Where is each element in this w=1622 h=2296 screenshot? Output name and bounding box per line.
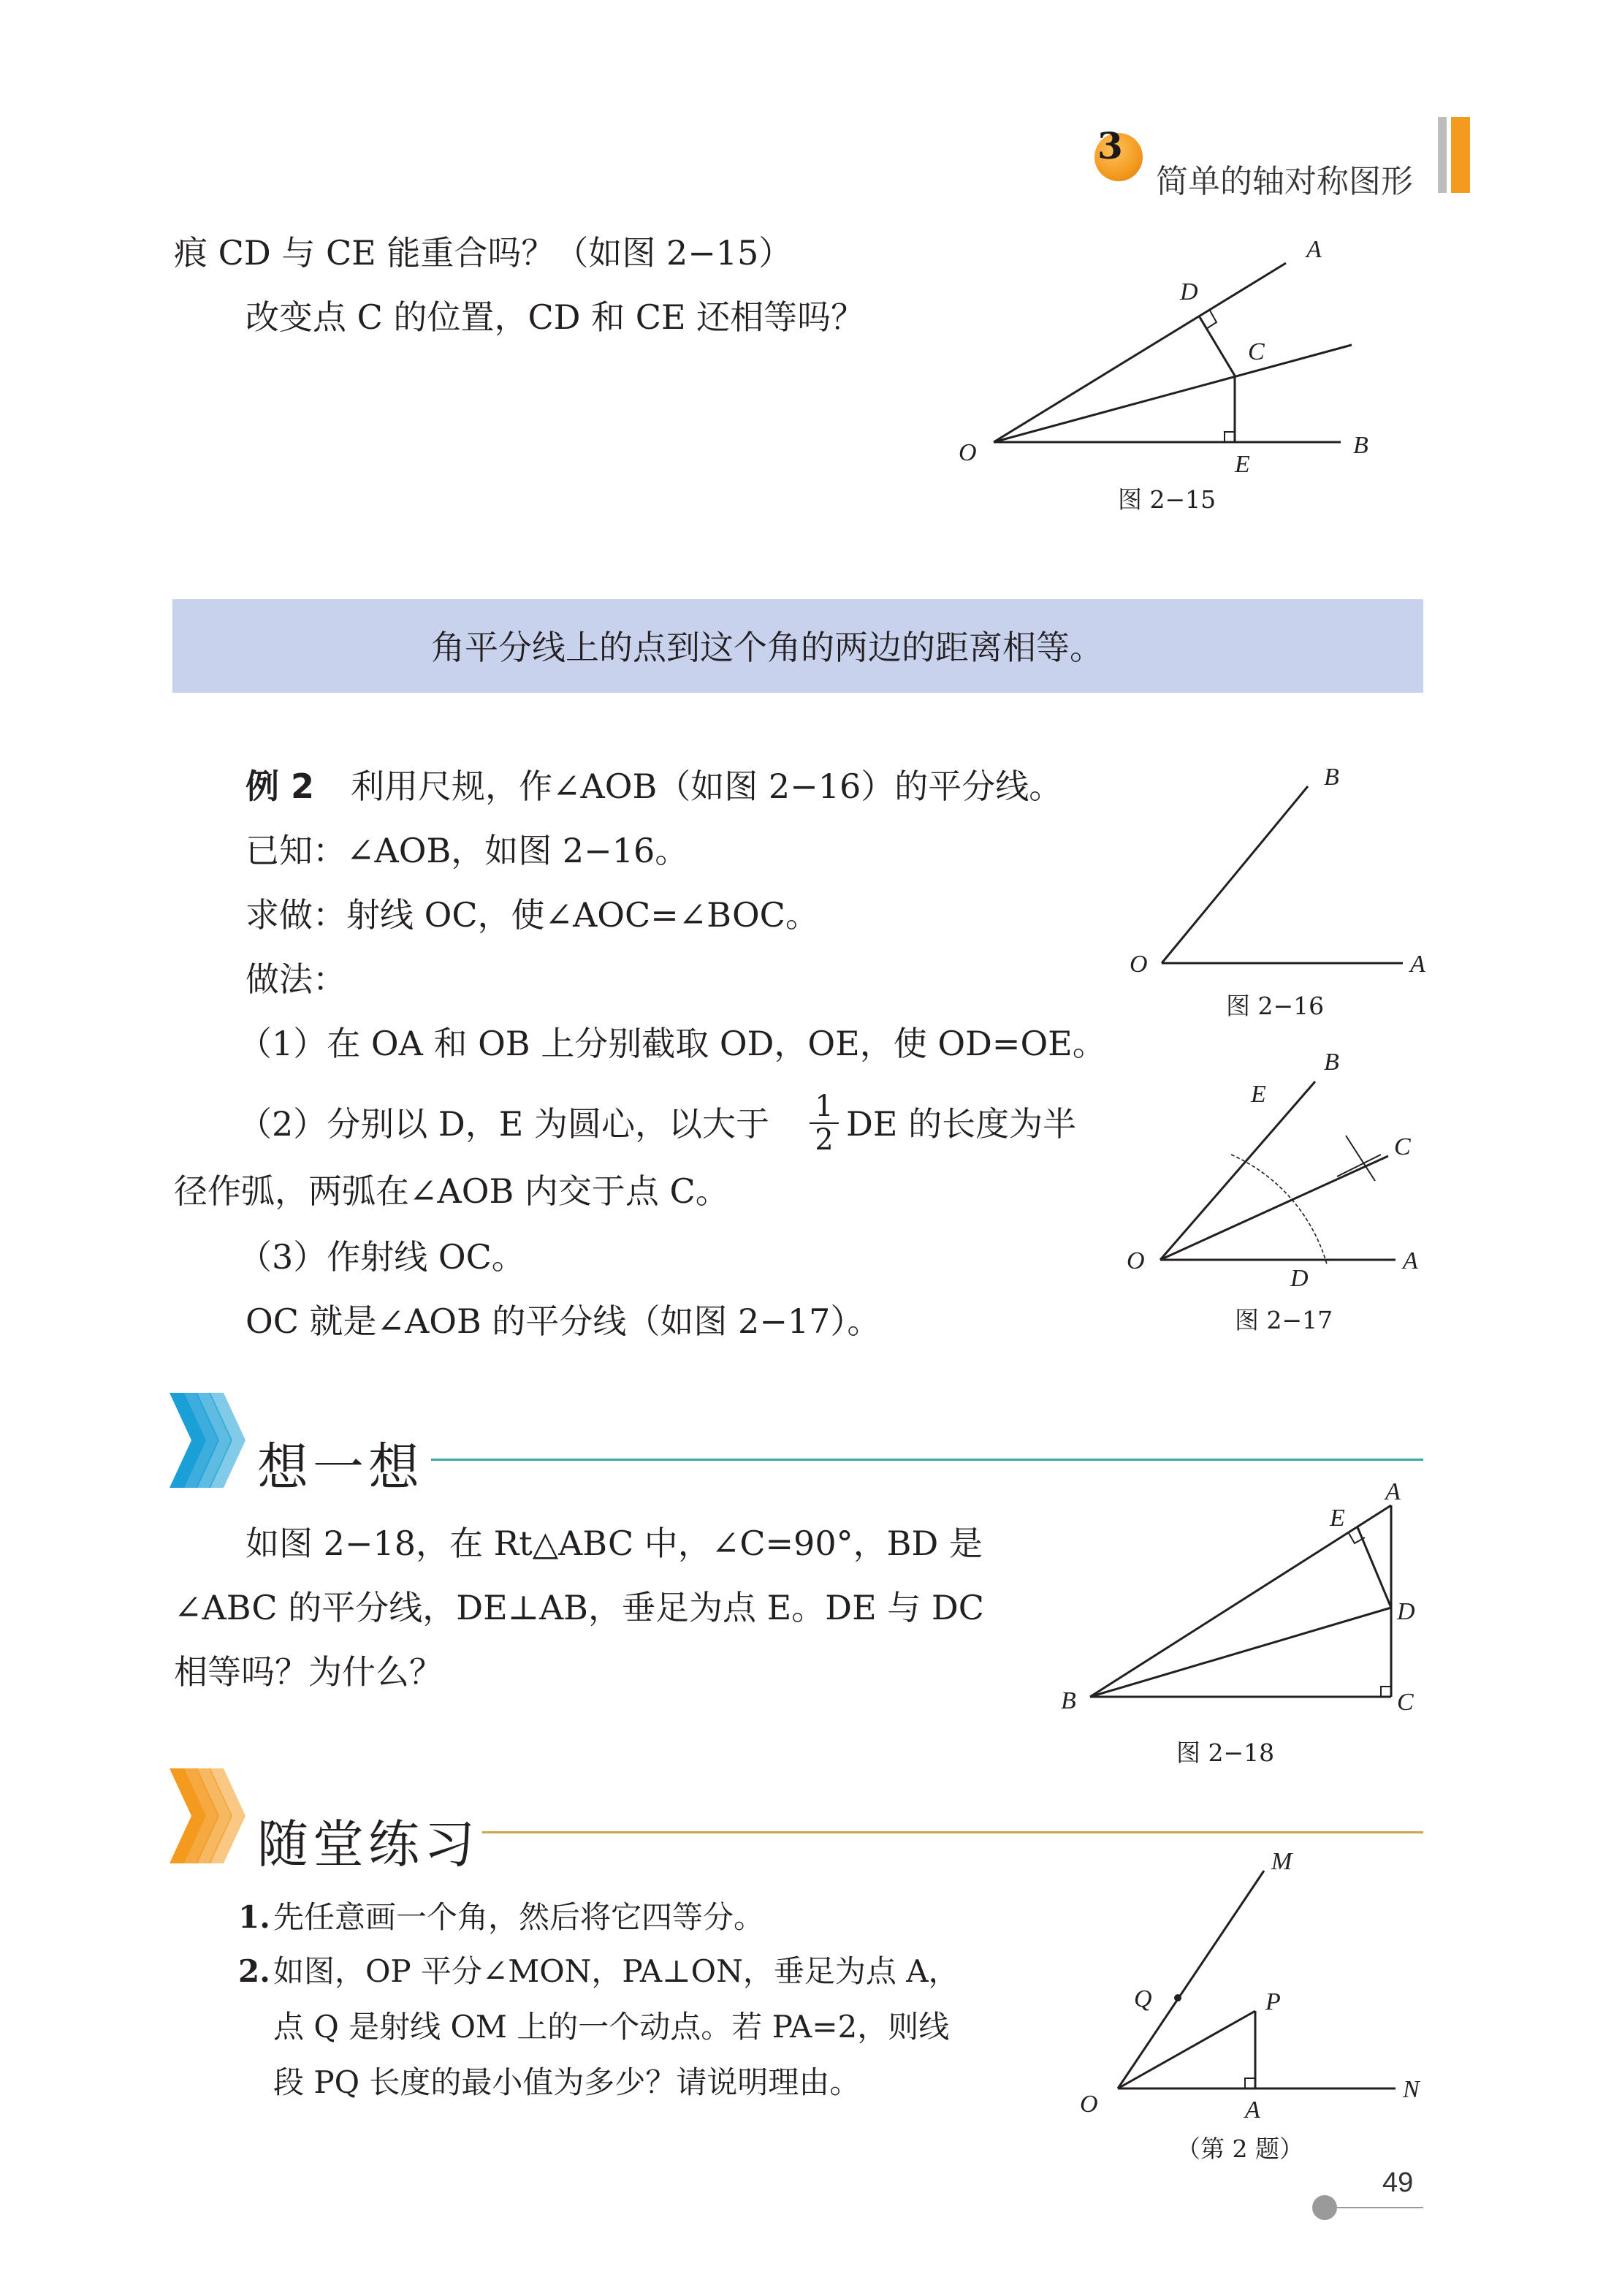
label-p: P — [1265, 1988, 1281, 2015]
label-a: A — [1410, 951, 1425, 978]
practice-rule — [482, 1831, 1423, 1833]
practice-title: 随堂练习 — [257, 1814, 479, 1874]
label-n: N — [1403, 2076, 1420, 2103]
bisector-bd — [1090, 1608, 1391, 1697]
label-o: O — [959, 439, 977, 466]
label-b: B — [1324, 1049, 1339, 1076]
right-angle-e — [1225, 432, 1235, 442]
label-d: D — [1397, 1598, 1415, 1625]
figure-caption: （第 2 题） — [1176, 2135, 1303, 2163]
page-number-dot — [1312, 2195, 1337, 2220]
ray-oc — [994, 345, 1352, 442]
example-step-2a: （2）分别以 D，E 为圆心，以大于 — [238, 1104, 769, 1144]
example-goal: 求做：射线 OC，使∠AOC=∠BOC。 — [245, 895, 819, 935]
example-step-2c: 径作弧，两弧在∠AOB 内交于点 C。 — [174, 1171, 729, 1211]
page-number: 49 — [1382, 2167, 1414, 2198]
example-given: 已知：∠AOB，如图 2−16。 — [245, 831, 689, 870]
ray-oa — [994, 263, 1286, 442]
example-label: 例 2 — [245, 767, 315, 806]
label-b: B — [1061, 1687, 1076, 1714]
chapter-number: 3 — [1097, 124, 1123, 167]
page-number-rule — [1337, 2207, 1423, 2208]
side-ab — [1090, 1505, 1391, 1697]
label-o: O — [1080, 2091, 1098, 2118]
arc-de — [1231, 1155, 1327, 1264]
practice-chevrons-icon — [170, 1768, 250, 1863]
fraction-numerator: 1 — [810, 1090, 839, 1124]
figure-2-17 — [1118, 1045, 1454, 1352]
ray-ob — [1162, 786, 1308, 963]
ray-oc — [1160, 1156, 1388, 1260]
figure-caption: 图 2−15 — [1118, 485, 1216, 514]
label-e: E — [1330, 1505, 1345, 1532]
label-a: A — [1403, 1247, 1418, 1274]
think-line-2: ∠ABC 的平分线，DE⊥AB，垂足为点 E。DE 与 DC — [174, 1588, 984, 1627]
label-e: E — [1251, 1081, 1266, 1108]
question-1-text: 先任意画一个角，然后将它四等分。 — [273, 1899, 765, 1935]
label-o: O — [1127, 1247, 1145, 1274]
question-2-line-3: 段 PQ 长度的最小值为多少？请说明理由。 — [273, 2064, 861, 2100]
example-step-3: （3）作射线 OC。 — [238, 1237, 525, 1277]
figure-caption: 图 2−16 — [1226, 992, 1325, 1020]
label-q: Q — [1134, 1985, 1152, 2012]
intro-line-1: 痕 CD 与 CE 能重合吗？（如图 2−15） — [174, 233, 793, 273]
right-angle-c — [1381, 1687, 1391, 1697]
intro-line-2: 改变点 C 的位置，CD 和 CE 还相等吗？ — [245, 297, 865, 337]
example-conclusion: OC 就是∠AOB 的平分线（如图 2−17）。 — [245, 1301, 881, 1341]
ray-om — [1118, 1871, 1264, 2088]
example-title: 利用尺规，作∠AOB（如图 2−16）的平分线。 — [351, 767, 1063, 806]
think-rule — [431, 1459, 1423, 1461]
label-e: E — [1235, 451, 1250, 478]
figure-2-16 — [1118, 760, 1454, 1030]
label-c: C — [1397, 1689, 1414, 1716]
label-b: B — [1353, 432, 1368, 459]
chapter-title: 简单的轴对称图形 — [1156, 163, 1413, 200]
right-angle-a — [1245, 2078, 1255, 2088]
figure-caption: 图 2−18 — [1176, 1738, 1275, 1767]
arc-mark-2 — [1337, 1155, 1381, 1176]
example-method: 做法： — [245, 959, 346, 999]
think-line-1: 如图 2−18，在 Rt△ABC 中，∠C=90°，BD 是 — [245, 1524, 983, 1563]
fraction-half — [810, 1090, 839, 1156]
point-q — [1174, 1994, 1181, 2002]
example-step-2b: DE 的长度为半 — [846, 1104, 1077, 1144]
think-title: 想一想 — [257, 1437, 424, 1497]
label-a: A — [1385, 1478, 1401, 1505]
ray-ob — [1160, 1082, 1315, 1260]
example-step-1: （1）在 OA 和 OB 上分别截取 OD，OE，使 OD=OE。 — [238, 1024, 1106, 1063]
label-m: M — [1271, 1848, 1292, 1875]
question-2-line-2: 点 Q 是射线 OM 上的一个动点。若 PA=2，则线 — [273, 2009, 950, 2045]
figure-question-2 — [1059, 1841, 1454, 2178]
right-angle-d — [1206, 311, 1216, 329]
think-line-3: 相等吗？为什么？ — [174, 1652, 443, 1692]
label-d: D — [1180, 278, 1198, 305]
think-chevrons-icon — [170, 1393, 250, 1488]
segment-cd — [1200, 317, 1235, 376]
figure-2-15 — [943, 234, 1403, 526]
question-2-line-1: 如图，OP 平分∠MON，PA⊥ON，垂足为点 A， — [273, 1953, 959, 1989]
label-a: A — [1245, 2097, 1260, 2124]
question-1-number: 1. — [238, 1899, 270, 1935]
theorem-text: 角平分线上的点到这个角的两边的距离相等。 — [431, 628, 1103, 667]
fraction-denominator: 2 — [815, 1123, 834, 1157]
ray-op — [1118, 2011, 1255, 2088]
label-o: O — [1130, 951, 1148, 978]
figure-2-18 — [1052, 1476, 1432, 1768]
label-a: A — [1306, 236, 1322, 263]
question-2-number: 2. — [238, 1953, 270, 1989]
label-b: B — [1324, 764, 1339, 791]
label-d: D — [1290, 1265, 1309, 1292]
label-c: C — [1394, 1133, 1411, 1160]
header-bar-orange — [1451, 117, 1470, 193]
figure-caption: 图 2−17 — [1235, 1306, 1333, 1334]
label-c: C — [1248, 338, 1265, 365]
header-bar-grey — [1438, 117, 1447, 193]
